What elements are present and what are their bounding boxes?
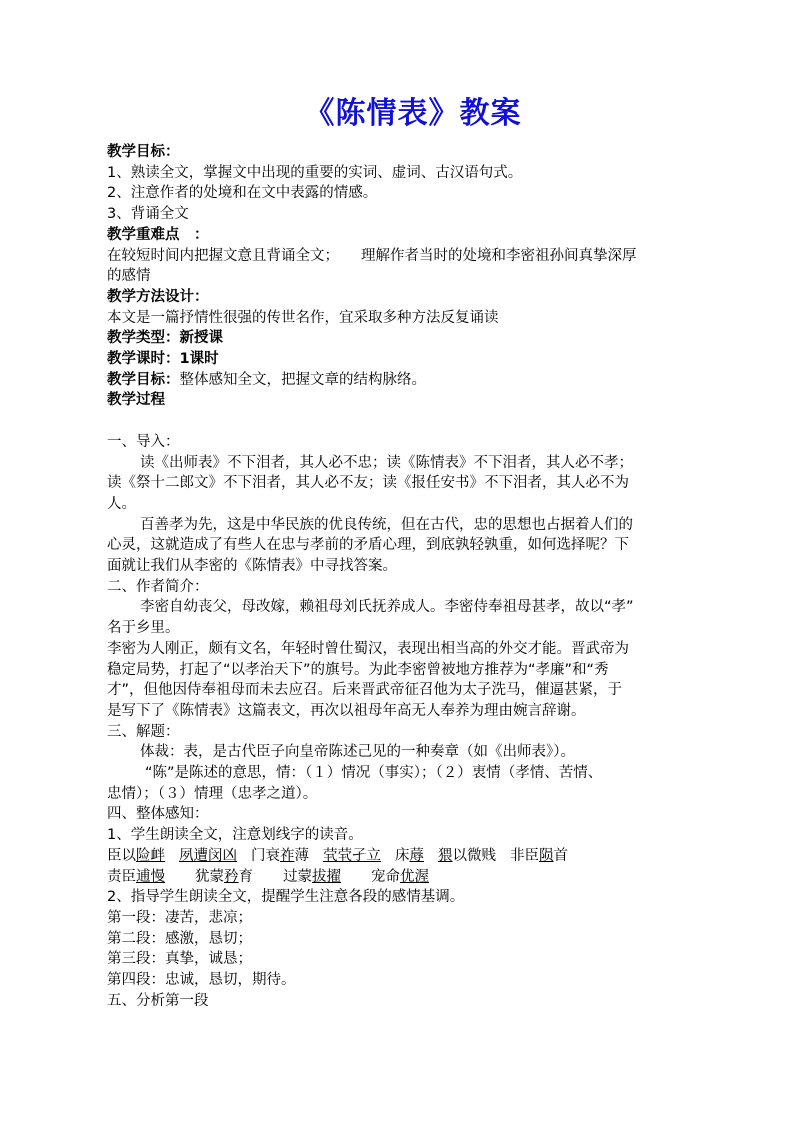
vocab-phrase (179, 846, 237, 867)
section-heading-process: 教学过程 (107, 392, 165, 409)
intro-para-line: 人。 (107, 495, 136, 512)
underlined-character: 逋慢 (136, 868, 165, 885)
author-para-line: 才”，但他因侍奉祖母而未去应召。后来晋武帝征召他为太子洗马，催逼甚紧，于 (107, 682, 623, 699)
phrase-text: 首 (553, 847, 568, 864)
intro-para-line: 百善孝为先，这是中华民族的优良传统，但在古代，忠的思想也占据着人们的 (140, 516, 633, 533)
intro-heading: 一、导入： (107, 433, 180, 450)
underlined-character: 险衅 (136, 847, 165, 864)
section-heading-key-points: 教学重难点 ： (107, 226, 209, 243)
lesson-goal-value: 整体感知全文，把握文章的结构脉络。 (179, 371, 426, 388)
underlined-character: 陨 (539, 847, 554, 864)
phrase-text: 犹蒙 (195, 868, 224, 885)
key-point-text: 在较短时间内把握文意且背诵全文； (107, 247, 339, 264)
vocab-phrase (395, 846, 424, 867)
intro-para-line: 读《祭十二郎文》不下泪者，其人必不友；读《报任安书》不下泪者，其人必不为 (107, 475, 629, 492)
vocab-phrase (510, 846, 568, 867)
vocab-phrase (195, 867, 253, 888)
explain-heading: 三、解题： (107, 723, 180, 740)
phrase-text: 过蒙 (283, 868, 312, 885)
lesson-goal-label: 教学目标： (107, 371, 180, 388)
author-para-line: 李密为人刚正，颇有文名，年轻时曾仕蜀汉，表现出相当高的外交才能。晋武帝为 (107, 640, 629, 657)
paragraph-tone: 第二段：感激，恳切； (107, 930, 252, 947)
vocab-row (107, 846, 697, 867)
underlined-character: 拔擢 (312, 868, 341, 885)
lesson-type (107, 328, 697, 349)
vocab-phrase (107, 846, 165, 867)
underlined-character: 夙遭闵凶 (179, 847, 237, 864)
key-point-text: 理解作者当时的处境和李密祖孙间真挚深厚 (361, 247, 637, 264)
lesson-hours-value: 1课时 (179, 351, 219, 368)
goal-item: 3、背诵全文 (107, 206, 189, 223)
goal-item: 2、注意作者的处境和在文中表露的情感。 (107, 185, 378, 202)
key-points-line: 的感情 (107, 268, 151, 285)
author-para-line: 是写下了《陈情表》这篇表文，再次以祖母年高无人奉养为理由婉言辞谢。 (107, 702, 586, 719)
overall-heading: 四、整体感知： (107, 806, 209, 823)
phrase-text: 薄 (294, 847, 309, 864)
explain-para-line: 忠情）；（３）情理（忠孝之道）。 (107, 785, 318, 802)
author-para-line: 李密自幼丧父，母改嫁，赖祖母刘氏抚养成人。李密侍奉祖母甚孝，故以“孝” (140, 599, 634, 616)
paragraph-tone: 第一段：凄苦，悲凉； (107, 910, 252, 926)
lesson-hours (107, 349, 697, 370)
lesson-type-label: 教学类型： (107, 330, 180, 347)
vocab-phrase (438, 846, 496, 867)
key-points-line (107, 246, 697, 267)
phrase-text: 责臣 (107, 868, 136, 885)
goal-item: 1、熟读全文，掌握文中出现的重要的实词、虚词、古汉语句式。 (107, 164, 523, 181)
phrase-text: 门衰 (251, 847, 280, 864)
phrase-text: 以微贱 (452, 847, 496, 864)
author-heading: 二、作者简介： (107, 578, 209, 595)
underlined-character: 猥 (438, 847, 453, 864)
paragraph-tone: 第四段：忠诚，恳切，期待。 (107, 972, 296, 989)
lesson-goal (107, 370, 697, 391)
intro-para-line: 读《出师表》不下泪者，其人必不忠；读《陈情表》不下泪者，其人必不孝； (140, 454, 633, 471)
intro-para-line: 心灵，这就造成了有些人在忠与孝前的矛盾心理，到底孰轻孰重，如何选择呢？下 (107, 537, 629, 554)
paragraph-tone: 第三段：真挚，诚恳； (107, 951, 252, 968)
underlined-character: 祚 (280, 847, 295, 864)
method-text: 本文是一篇抒情性很强的传世名作，宜采取多种方法反复诵读 (107, 309, 499, 326)
analysis-heading: 五、分析第一段 (107, 992, 209, 1009)
author-para-line: 稳定局势，打起了“以孝治天下”的旗号。为此李密曾被地方推荐为“孝廉”和“秀 (107, 661, 609, 678)
underlined-character: 矜 (224, 868, 239, 885)
vocab-phrase (107, 867, 165, 888)
vocab-row (107, 867, 697, 888)
explain-para-line: 体裁：表，是古代臣子向皇帝陈述己见的一种奏章（如《出师表》）。 (140, 744, 575, 761)
phrase-text: 臣以 (107, 847, 136, 864)
underlined-character: 蓐 (409, 847, 424, 864)
phrase-text: 床 (395, 847, 410, 864)
lesson-type-value: 新授课 (179, 330, 223, 347)
overall-item: 1、学生朗读全文，注意划线字的读音。 (107, 827, 363, 844)
vocab-phrase (323, 846, 381, 867)
vocab-phrase (283, 867, 341, 888)
document-title: 《陈情表》教案 (304, 96, 522, 131)
lesson-hours-label: 教学课时： (107, 351, 180, 368)
vocab-phrase (371, 867, 429, 888)
overall-item: 2、指导学生朗读全文，提醒学生注意各段的感情基调。 (107, 889, 465, 906)
section-heading-method: 教学方法设计： (107, 288, 209, 305)
phrase-text: 非臣 (510, 847, 539, 864)
lesson-plan-page (107, 92, 697, 1012)
phrase-text: 育 (238, 868, 253, 885)
explain-para-line: “陈”是陈述的意思，情：（１）情况（事实）；（２）衷情（孝情、苦情、 (145, 765, 603, 782)
vocab-phrase (251, 846, 309, 867)
underlined-character: 茕茕孑立 (323, 847, 381, 864)
section-heading-goals: 教学目标： (107, 144, 180, 160)
author-para-line: 名于乡里。 (107, 620, 180, 637)
intro-para-line: 面就让我们从李密的《陈情表》中寻找答案。 (107, 558, 397, 575)
phrase-text: 宠命 (371, 868, 400, 885)
underlined-character: 优渥 (400, 868, 429, 885)
